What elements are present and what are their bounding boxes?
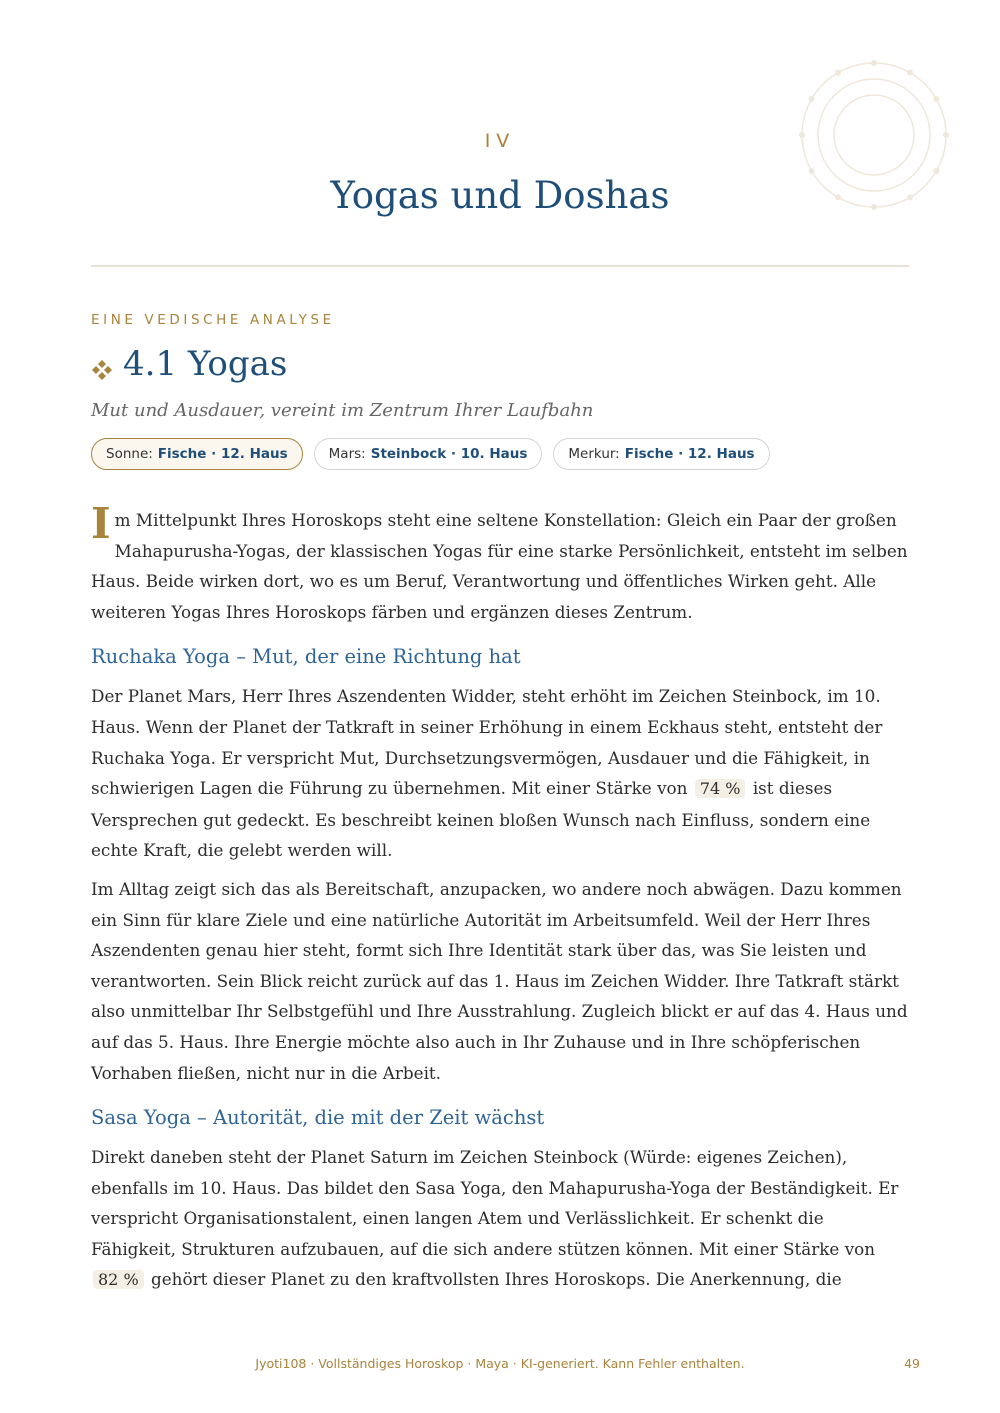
pill-value: Fische · 12. Haus [624, 446, 755, 462]
page-footer: Jyoti108 · Vollständiges Horoskop · Maya · KI-generiert. Kann Fehler enthalten. [255, 1356, 745, 1371]
pill-value: Steinbock · 10. Haus [370, 446, 528, 462]
ruchaka-paragraph-1 [91, 681, 909, 866]
chapter-number: IV [484, 130, 516, 152]
text-segment: ist dieses Versprechen gut gedeckt. Es beschreibt keinen bloßen Wunsch nach Einfluss, sondern eine echte Kraft, die gelebt werden will. [91, 778, 871, 861]
ruchaka-heading: Ruchaka Yoga – Mut, der eine Richtung hat [91, 645, 521, 669]
section-kicker: EINE VEDISCHE ANALYSE [91, 312, 335, 328]
pill-label: Sonne: [106, 446, 153, 462]
text-segment: gehört dieser Planet zu den kraftvollsten Ihres Horoskops. Die Anerkennung, die [151, 1269, 842, 1290]
sasa-heading: Sasa Yoga – Autorität, die mit der Zeit wächst [91, 1106, 545, 1130]
pill-mars [314, 438, 543, 470]
section-subtitle: Mut und Ausdauer, vereint im Zentrum Ihrer Laufbahn [91, 400, 594, 421]
pill-label: Merkur: [568, 446, 620, 462]
pill-merkur [553, 438, 769, 470]
main-content [91, 499, 909, 1304]
planet-position-pills [91, 438, 770, 470]
drop-cap: I [91, 499, 111, 548]
pill-sonne [91, 438, 303, 470]
pill-value: Fische · 12. Haus [157, 446, 288, 462]
text-segment: Direkt daneben steht der Planet Saturn im Zeichen Steinbock (Würde: eigenes Zeichen), ebenfalls im 10. Haus. Das bildet den Sasa Yoga, den Mahapurusha-Yoga der Beständigkeit. Er verspricht Organisationstalent, einen langen Atem und Verlässlichkeit. Er schenkt die Fähigkeit, Strukturen aufzubauen, auf die sich andere stützen können. Mit einer Stärke von [91, 1147, 899, 1259]
intro-text: m Mittelpunkt Ihres Horoskops steht eine seltene Konstellation: Gleich ein Paar der großen Mahapurusha-Yogas, der klassischen Yogas für eine starke Persönlichkeit, entsteht im selben Haus. Beide wirken dort, wo es um Beruf, Verantwortung und öffentliches Wirken geht. Alle weiteren Yogas Ihres Horoskops färben und ergänzen dieses Zentrum. [91, 510, 908, 622]
text-segment: Der Planet Mars, Herr Ihres Aszendenten Widder, steht erhöht im Zeichen Steinbock, im 10. Haus. Wenn der Planet der Tatkraft in seiner Erhöhung in einem Eckhaus steht, entsteht der Ruchaka Yoga. Er verspricht Mut, Durchsetzungsvermögen, Ausdauer und die Fähigkeit, in schwierigen Lagen die Führung zu übernehmen. Mit einer Stärke von [91, 686, 883, 799]
chapter-title: Yogas und Doshas [330, 174, 670, 217]
page-number: 49 [904, 1356, 920, 1371]
strength-badge: 82 % [93, 1270, 144, 1289]
section-heading [91, 344, 287, 384]
strength-badge: 74 % [695, 779, 746, 798]
header-divider [91, 265, 909, 267]
intro-paragraph [91, 499, 909, 627]
ruchaka-paragraph-2: Im Alltag zeigt sich das als Bereitschaft, anzupacken, wo andere noch abwägen. Dazu kommen ein Sinn für klare Ziele und eine natürliche Autorität im Arbeitsumfeld. Weil der Herr Ihres Aszendenten genau hier steht, formt sich Ihre Identität stark über das, was Sie leisten und verantworten. Sein Blick reicht zurück auf das 1. Haus im Zeichen Widder. Ihre Tatkraft stärkt also unmittelbar Ihr Selbstgefühl und Ihre Ausstrahlung. Zugleich blickt er auf das 4. Haus und auf das 5. Haus. Ihre Energie möchte also auch in Ihr Zuhause und in Ihre schöpferischen Vorhaben fließen, nicht nur in die Arbeit. [91, 878, 908, 1083]
pill-label: Mars: [328, 446, 366, 462]
sasa-paragraph-1 [91, 1142, 909, 1296]
section-title: 4.1 Yogas [123, 344, 288, 384]
four-diamond-icon [91, 359, 113, 381]
